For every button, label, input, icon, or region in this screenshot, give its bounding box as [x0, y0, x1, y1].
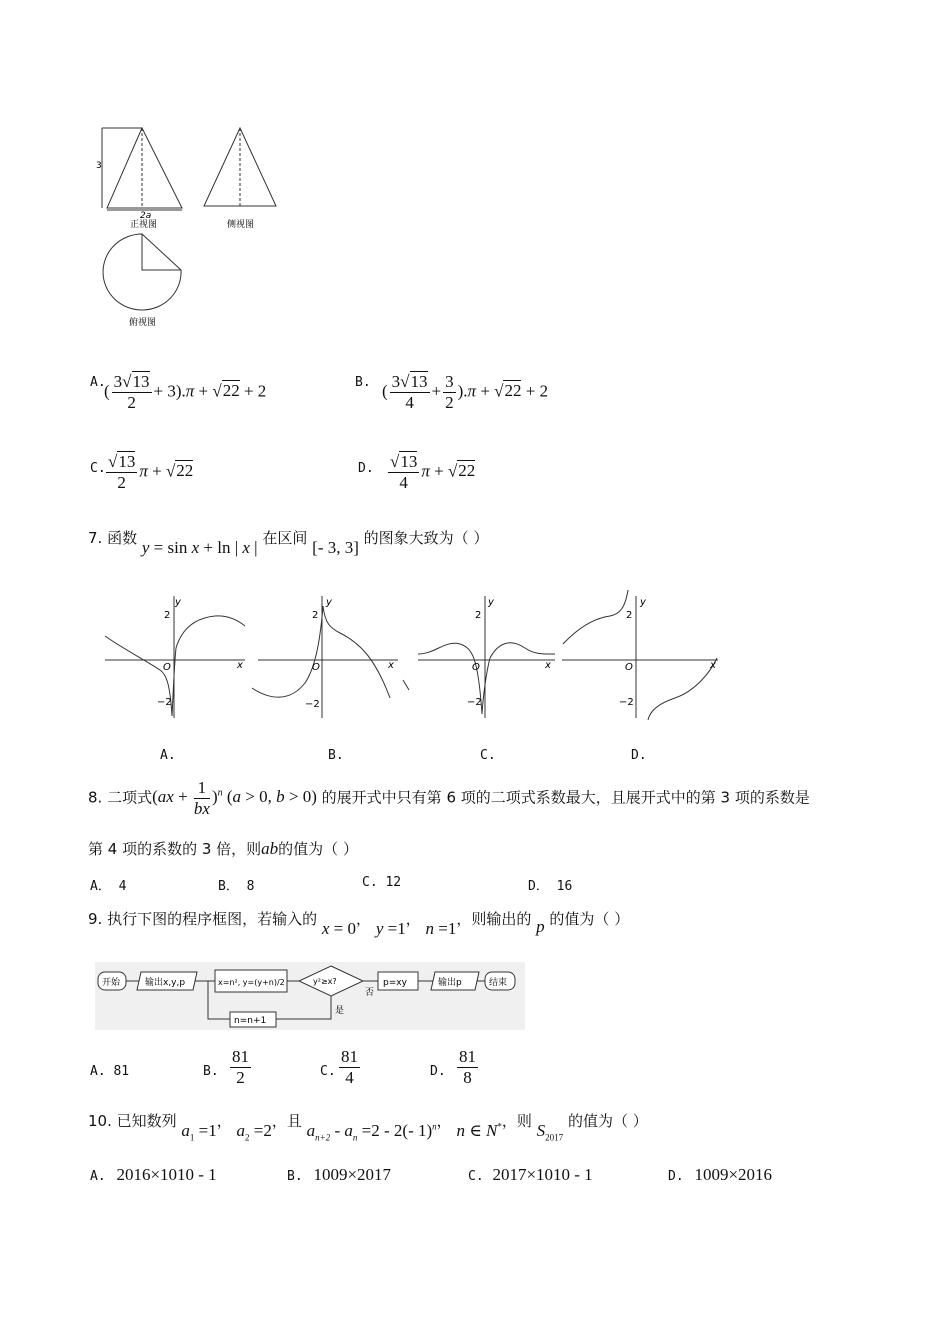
- flow-input: 输出x,y,p: [145, 978, 186, 988]
- q6-option-c-expr: $\frac{√13}{2}$ π + √22: [108, 452, 194, 492]
- q9-option-c-label: C.: [320, 1064, 336, 1079]
- q7-graphs: [100, 588, 725, 728]
- top-view-label: 俯视图: [129, 318, 157, 328]
- q10-then: ，则: [501, 1112, 532, 1130]
- q7-label-b: B.: [328, 748, 344, 763]
- option-label: B.: [287, 1169, 303, 1184]
- side-view-label: 侧视图: [227, 220, 255, 230]
- graph-b-tick-neg: −2: [305, 699, 320, 710]
- q9-option-b-label: B.: [203, 1064, 219, 1079]
- graph-a-origin: O: [163, 662, 171, 673]
- q8-line2-end: 的值为（ ）: [278, 840, 358, 858]
- q7-label-a: A.: [160, 748, 176, 763]
- q7-stem: 7. 函数 y = sin x + ln | x | 在区间 [- 3, 3] 的图象大致为（ ）: [88, 529, 489, 557]
- graph-a-y-label: y: [175, 597, 181, 608]
- q10-option-b: [287, 1165, 391, 1185]
- graph-a: [105, 596, 245, 718]
- graph-c-origin: O: [472, 662, 480, 673]
- flow-yes: 是: [335, 1006, 345, 1016]
- graph-b: [252, 596, 409, 718]
- graph-c-tick-pos: 2: [475, 610, 482, 621]
- option-expr: 2016×1010 - 1: [116, 1165, 217, 1184]
- option-label: D.: [668, 1169, 684, 1184]
- q8-line2: 第 4 项的系数的 3 倍，则ab的值为（ ）: [88, 839, 358, 858]
- side-view: [204, 128, 276, 206]
- graph-d-origin: O: [625, 662, 633, 673]
- graph-b-x-label: x: [388, 660, 394, 671]
- q9-sep: ，: [356, 910, 372, 928]
- graph-b-origin: O: [312, 662, 320, 673]
- height-label: 3: [96, 161, 102, 171]
- q6-option-a-expr: ( $\frac{3√13}{2}$ + 3).π + √22 + 2: [104, 372, 267, 412]
- q7-suffix: 的图象大致为（ ）: [363, 529, 489, 547]
- graph-c-x-label: x: [545, 660, 551, 671]
- q9-option-c-expr: $\frac{81}{4}$: [341, 1047, 358, 1087]
- base-label: 2a: [140, 211, 152, 221]
- q7-label-c: C.: [480, 748, 496, 763]
- q8-option-b: B． 8: [218, 879, 255, 894]
- option-label: C.: [468, 1169, 484, 1184]
- q9-option-a: A. 81: [90, 1064, 130, 1079]
- q10-option-c: [468, 1165, 593, 1185]
- option-expr: 2017×1010 - 1: [492, 1165, 593, 1184]
- q8-prefix: 8. 二项式: [88, 788, 153, 807]
- q8-option-c: C. 12: [362, 875, 402, 890]
- q6-option-b: [355, 372, 371, 390]
- q7-prefix: 7. 函数: [88, 529, 138, 547]
- three-view-figure: [90, 110, 280, 335]
- option-label: B.: [355, 375, 371, 390]
- q9-suffix-b: 的值为（ ）: [549, 910, 630, 928]
- q10-prefix: 10. 已知数列: [88, 1112, 177, 1130]
- q7-label-d: D.: [631, 748, 647, 763]
- front-view-label: 正视图: [130, 220, 158, 230]
- graph-d-tick-pos: 2: [626, 610, 633, 621]
- option-label: C.: [90, 461, 106, 476]
- flow-assign: x=n², y=(y+n)/2: [218, 978, 285, 987]
- q8-option-d: D． 16: [528, 879, 573, 894]
- q10-option-d: [668, 1165, 772, 1185]
- flow-cond: y²≥x?: [313, 977, 337, 986]
- q10-suffix: 的值为（ ）: [567, 1112, 648, 1130]
- q9-suffix-a: ，则输出的: [456, 910, 532, 928]
- q8-line1: 8. 二项式(ax + $\frac{1}{bx}$ )$^n$ (a > 0, b > 0) 的展开式中只有第 6 项的二项式系数最大，且展开式中的第 3 项的系数是: [88, 778, 810, 818]
- graph-d-x-label: x: [710, 660, 716, 671]
- q10-stem: 10. 已知数列 $a_1 =1$， $a_2 =2$，且 $a_{n+2} - a_n =2 - 2(-$ 1)$^n$， n ∈ N*，则 $S_{2017}$ 的值为（ ）: [88, 1112, 648, 1143]
- option-label: D.: [358, 461, 374, 476]
- q9-option-d-expr: $\frac{81}{8}$: [459, 1047, 476, 1087]
- option-expr: 1009×2016: [694, 1165, 773, 1184]
- option-label: A.: [90, 1169, 106, 1184]
- q9-sep: ，: [405, 910, 421, 928]
- q9-flowchart: [95, 962, 525, 1030]
- flow-output: 输出p: [438, 978, 462, 988]
- q6-option-d-expr: $\frac{√13}{4}$ π + √22: [390, 452, 476, 492]
- graph-a-tick-neg: −2: [157, 697, 172, 708]
- q10-option-a: [90, 1165, 217, 1185]
- q8-line1-rest: 的展开式中只有第 6 项的二项式系数最大，且展开式中的第 3 项的系数是: [321, 788, 810, 807]
- front-view: [102, 128, 182, 210]
- q9-stem: 9. 执行下图的程序框图，若输入的 x = 0， y =1， n =1，则输出的 p 的值为（ ）: [88, 910, 630, 938]
- graph-b-tick-pos: 2: [312, 610, 319, 621]
- flow-calc: p=xy: [383, 978, 407, 988]
- graph-d: [562, 590, 718, 720]
- flow-end: 结束: [489, 978, 508, 988]
- graph-b-y-label: y: [326, 597, 332, 608]
- graph-c-y-label: y: [488, 597, 494, 608]
- graph-c: [418, 596, 555, 718]
- q6-option-b-expr: ( $\frac{3√13}{4}$ + $\frac{3}{2}$ ).π + √22 + 2: [382, 372, 549, 412]
- graph-c-tick-neg: −2: [467, 697, 482, 708]
- q8-option-a: A． 4: [90, 879, 127, 894]
- q9-prefix: 9. 执行下图的程序框图，若输入的: [88, 910, 318, 928]
- q9-option-d-label: D.: [430, 1064, 446, 1079]
- option-expr: 1009×2017: [313, 1165, 392, 1184]
- q7-interval: [- 3, 3]: [312, 538, 359, 557]
- q7-middle: 在区间: [262, 529, 308, 547]
- q8-line2-text: 第 4 项的系数的 3 倍，则: [88, 840, 262, 858]
- graph-a-tick-pos: 2: [164, 610, 171, 621]
- q9-option-b-expr: $\frac{81}{2}$: [232, 1047, 249, 1087]
- graph-d-y-label: y: [640, 597, 646, 608]
- graph-d-tick-neg: −2: [619, 697, 634, 708]
- q10-mid: ，且: [271, 1112, 302, 1130]
- graph-a-x-label: x: [237, 660, 243, 671]
- q6-option-d: [358, 458, 374, 476]
- flow-start: 开始: [102, 978, 121, 988]
- flow-no: 否: [365, 988, 375, 998]
- top-view: [103, 234, 181, 310]
- option-label: A.: [90, 375, 106, 390]
- flow-increment: n=n+1: [234, 1016, 267, 1026]
